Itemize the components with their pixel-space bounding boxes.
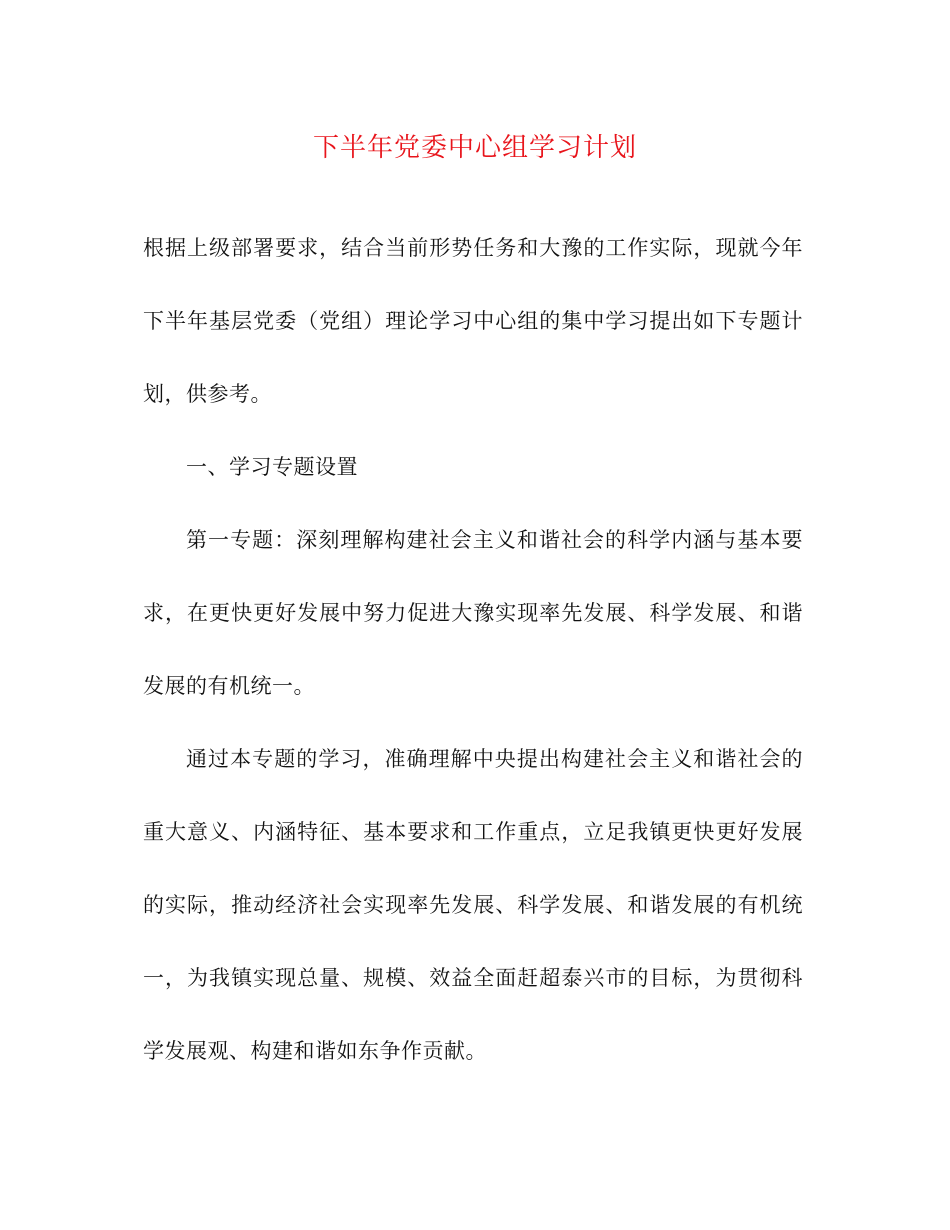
section-heading: 一、学习专题设置 xyxy=(186,455,358,479)
document-title: 下半年党委中心组学习计划 xyxy=(312,133,637,163)
topic-paragraph: 第一专题：深刻理解构建社会主义和谐社会的科学内涵与基本要求，在更快更好发展中努力促进大豫实现率先发展、科学发展、和谐发展的有机统一。 xyxy=(143,528,803,698)
intro-paragraph: 根据上级部署要求，结合当前形势任务和大豫的工作实际，现就今年下半年基层党委（党组）理论学习中心组的集中学习提出如下专题计划，供参考。 xyxy=(143,236,803,406)
topic-detail-paragraph: 通过本专题的学习，准确理解中央提出构建社会主义和谐社会的重大意义、内涵特征、基本要求和工作重点，立足我镇更快更好发展的实际，推动经济社会实现率先发展、科学发展、和谐发展的有机统一，为我镇实现总量、规模、效益全面赶超泰兴市的目标，为贯彻科学发展观、构建和谐如东争作贡献。 xyxy=(143,747,803,1063)
document-body xyxy=(143,212,803,1088)
